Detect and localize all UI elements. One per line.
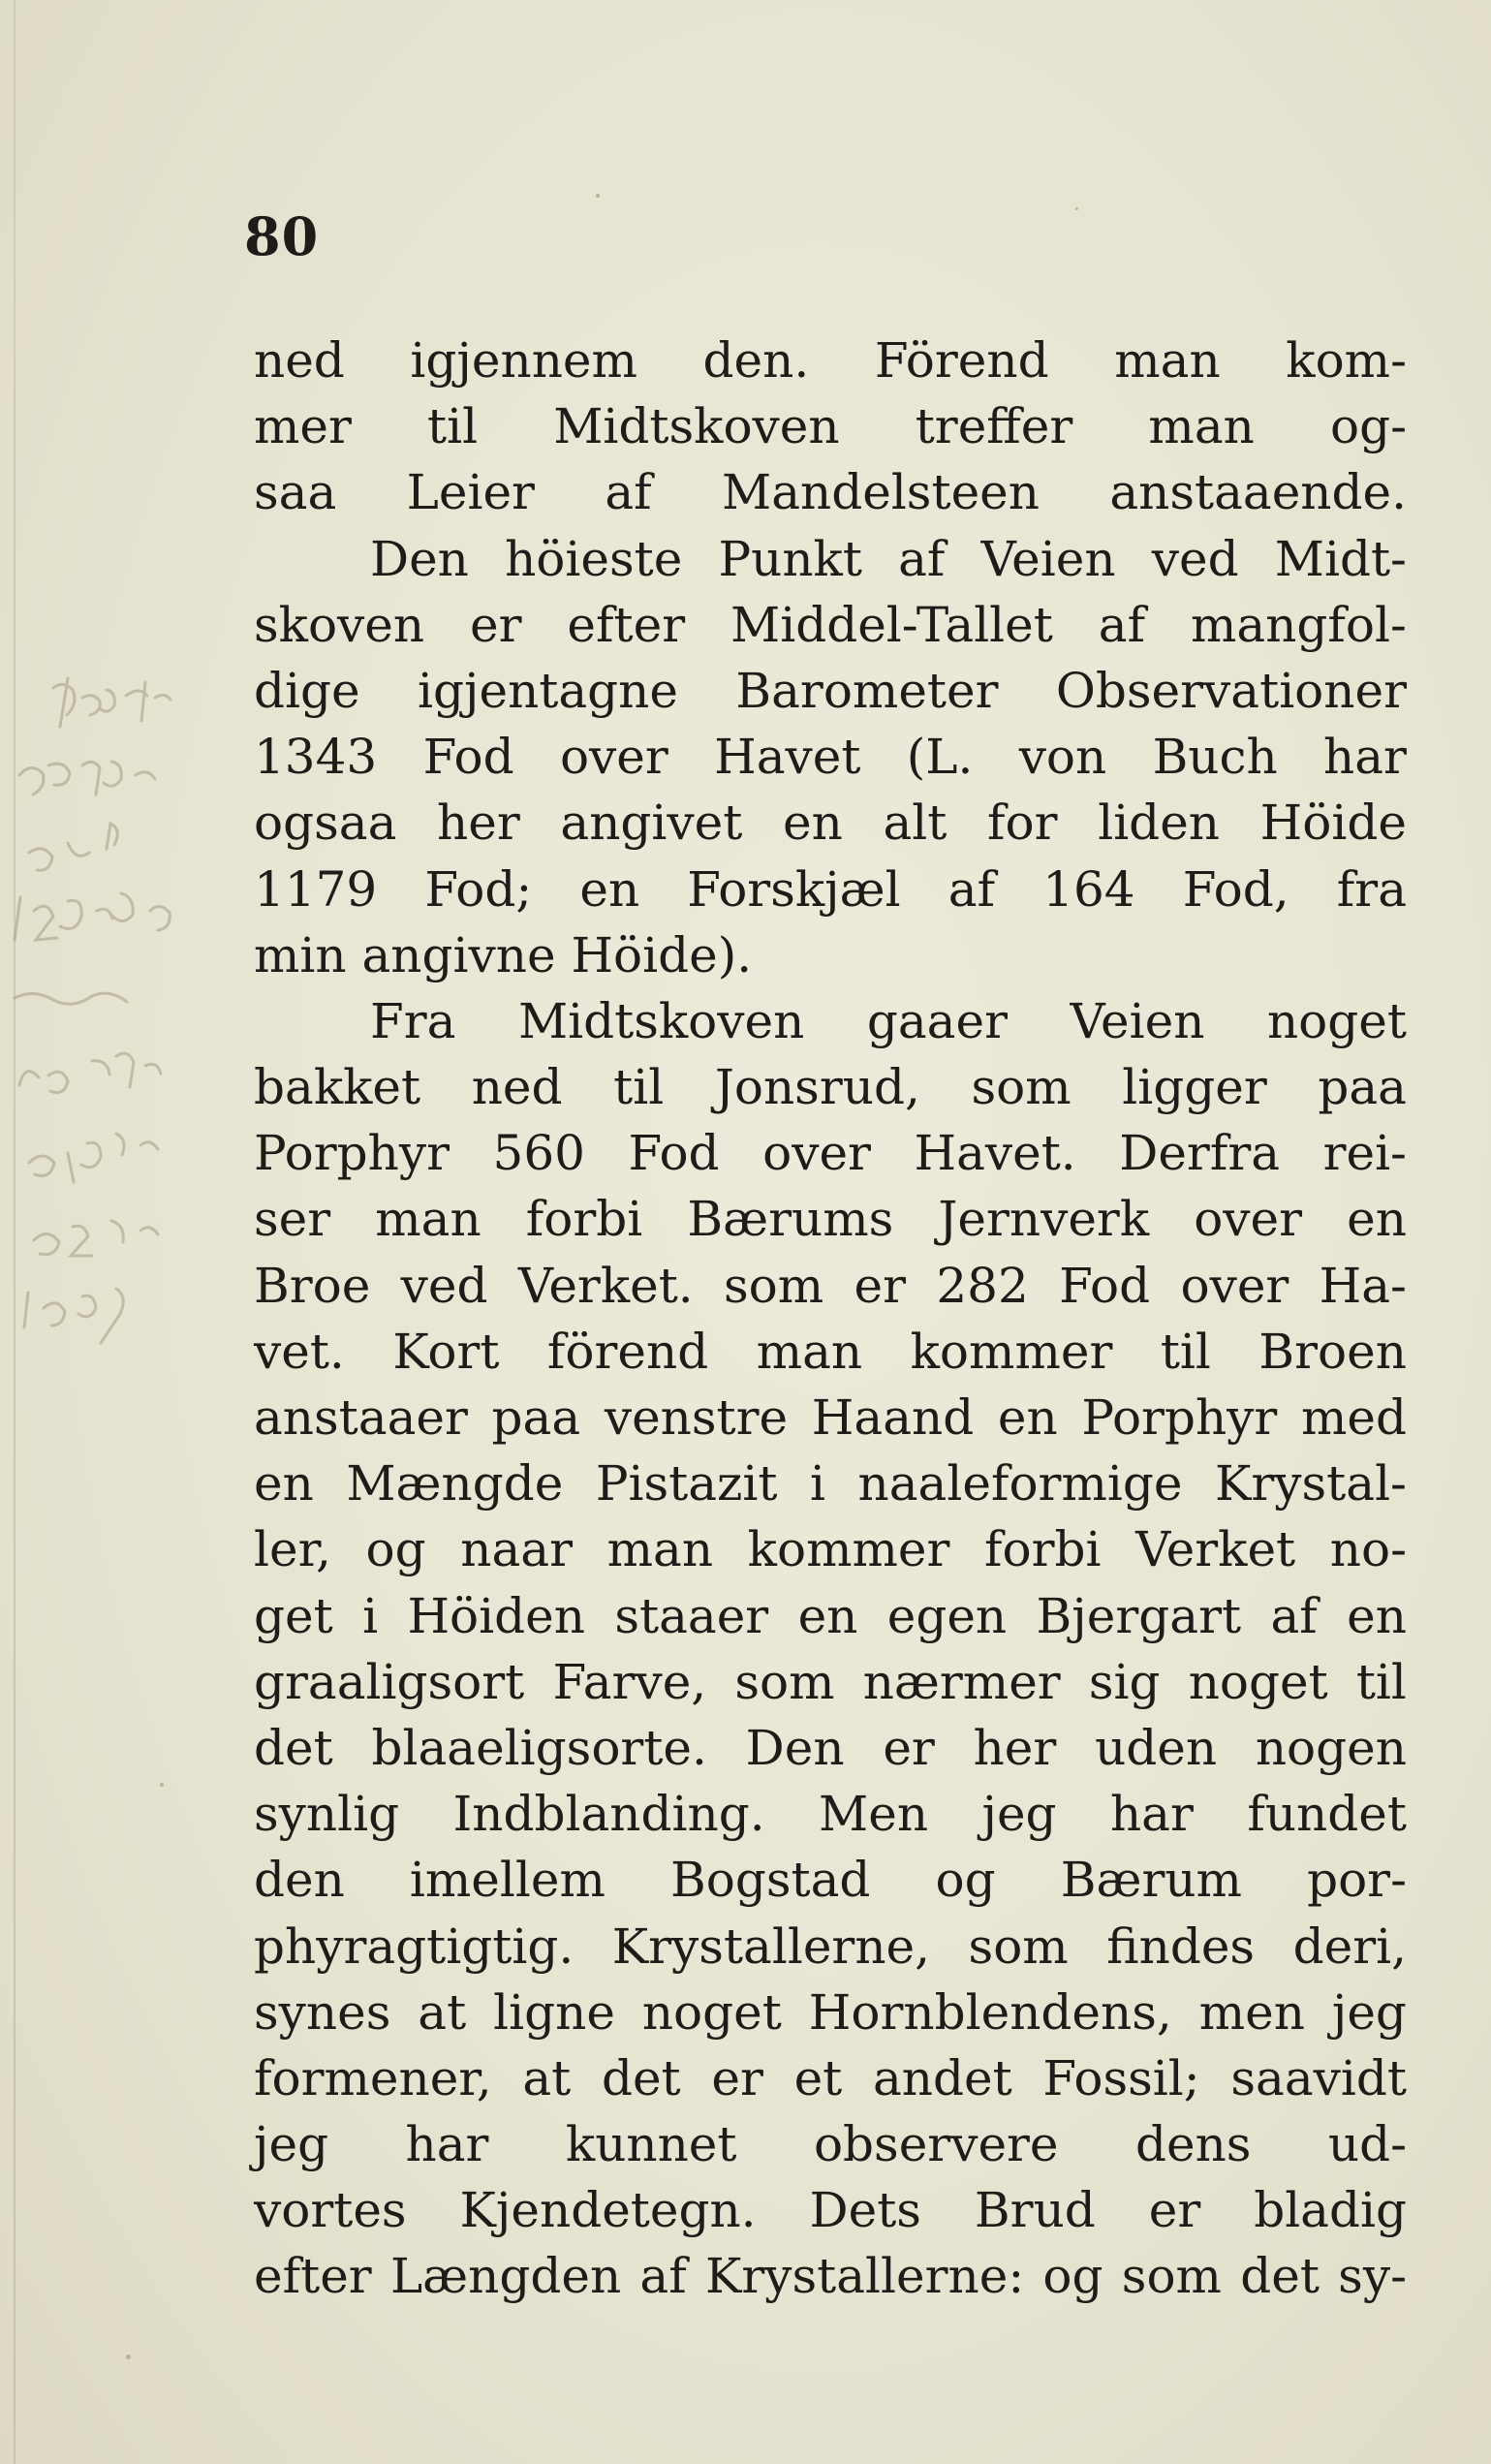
word: (L.	[906, 729, 974, 786]
word: noget	[1188, 1653, 1328, 1710]
word: til	[613, 1059, 665, 1116]
word: til	[1355, 1653, 1407, 1710]
word: fra	[1336, 860, 1407, 918]
word: angivet	[560, 795, 743, 852]
paper-speck	[596, 194, 600, 198]
text-line	[254, 1319, 1407, 1385]
text-line	[254, 526, 1407, 592]
word: liden	[1098, 795, 1220, 852]
word: ved	[400, 1257, 488, 1314]
word: Krystallerne,	[611, 1918, 931, 1975]
word: at	[418, 1983, 467, 2041]
word: er	[1148, 2182, 1201, 2239]
word: förend	[546, 1323, 709, 1380]
word: Bærum	[1060, 1852, 1242, 1909]
word: som	[1121, 2248, 1222, 2305]
word: noget	[641, 1983, 782, 2041]
text-line	[254, 1120, 1407, 1186]
word: Indblanding.	[452, 1786, 765, 1843]
word: Havet.	[914, 1125, 1076, 1182]
word: Men	[819, 1786, 929, 1843]
text-line	[254, 1781, 1407, 1847]
word: man	[606, 1521, 714, 1578]
word: dige	[254, 662, 360, 719]
text-line	[254, 327, 1407, 393]
word: som	[734, 1653, 835, 1710]
word: anstaaende.	[1109, 464, 1407, 521]
word: mer	[254, 398, 352, 455]
word: egen	[886, 1587, 1008, 1644]
word: Förend	[874, 332, 1049, 389]
word: Verket	[1135, 1521, 1296, 1578]
word: ogsaa	[254, 795, 397, 852]
word: Derfra	[1119, 1125, 1281, 1182]
text-line	[254, 857, 1407, 922]
word: af	[898, 530, 946, 587]
word: Broe	[254, 1257, 371, 1314]
word: sig	[1088, 1653, 1161, 1710]
word: synlig	[254, 1786, 400, 1843]
word: over	[1194, 1191, 1303, 1248]
text-line	[254, 1253, 1407, 1319]
word: fundet	[1247, 1786, 1407, 1843]
word: naaleformige	[857, 1455, 1183, 1513]
word: en	[783, 795, 843, 852]
paper-speck	[160, 1783, 164, 1787]
word: men	[1198, 1983, 1305, 2041]
word: Buch	[1152, 729, 1278, 786]
word: Barometer	[735, 662, 999, 719]
word: 1343	[254, 729, 378, 786]
word: Fod	[628, 1125, 720, 1182]
word: til	[1160, 1323, 1211, 1380]
word: i	[362, 1587, 379, 1644]
word: noget	[1266, 992, 1407, 1049]
word: som	[971, 1059, 1072, 1116]
word: Forskjæl	[687, 860, 901, 918]
word: for	[987, 795, 1058, 852]
text-line	[254, 790, 1407, 856]
word: ved	[1151, 530, 1239, 587]
text-line	[254, 1583, 1407, 1649]
word: her	[973, 1719, 1057, 1776]
word: igjentagne	[417, 662, 678, 719]
word: Midtskoven	[553, 398, 840, 455]
word: over	[1180, 1257, 1289, 1314]
word: her	[437, 795, 520, 852]
word: Middel-Tallet	[730, 596, 1053, 653]
word: af	[605, 464, 652, 521]
word: kunnet	[565, 2116, 737, 2173]
word: paa	[1318, 1059, 1407, 1116]
word: formener,	[254, 2049, 492, 2106]
word: Mandelsteen	[722, 464, 1040, 521]
word: sy-	[1338, 2248, 1407, 2305]
word: det	[601, 2049, 681, 2106]
word: Punkt	[718, 530, 862, 587]
word: bladig	[1254, 2182, 1407, 2239]
word: Broen	[1258, 1323, 1407, 1380]
word: Midtskoven	[517, 992, 805, 1049]
word: at	[522, 2049, 572, 2106]
word: har	[1323, 729, 1407, 786]
word: Bjergart	[1036, 1587, 1242, 1644]
word: Farve,	[552, 1653, 707, 1710]
text-line	[254, 1385, 1407, 1450]
text-line	[254, 592, 1407, 658]
word: Fod	[422, 729, 514, 786]
word: og	[935, 1852, 996, 1909]
word: Pistazit	[595, 1455, 778, 1513]
word: Verket.	[517, 1257, 694, 1314]
text-line	[254, 1715, 1407, 1781]
word: phyragtigtig.	[254, 1918, 575, 1975]
word: Höide	[1259, 795, 1407, 852]
text-line	[254, 2243, 1407, 2309]
word: en	[1347, 1191, 1407, 1248]
word: Bærums	[687, 1191, 894, 1248]
word: Ha-	[1319, 1257, 1407, 1314]
word: anstaaer	[254, 1389, 468, 1446]
word: 560	[492, 1125, 585, 1182]
word: Kort	[392, 1323, 500, 1380]
word: og-	[1329, 398, 1407, 455]
word: Længden	[389, 2248, 622, 2305]
word: man	[375, 1191, 481, 1248]
text-line	[254, 2177, 1407, 2243]
word: har	[1109, 1786, 1194, 1843]
word: det	[1240, 2248, 1320, 2305]
body-text	[254, 327, 1407, 2310]
word: ned	[254, 332, 345, 389]
text-line	[254, 2045, 1407, 2111]
word: imellem	[409, 1852, 606, 1909]
word: Den	[370, 530, 469, 587]
word: igjennem	[410, 332, 637, 389]
word: til	[427, 398, 479, 455]
word: blaaeligsorte.	[371, 1719, 707, 1776]
word: har	[405, 2116, 489, 2173]
word: det	[254, 1719, 333, 1776]
word: Fod;	[424, 860, 533, 918]
word: ser	[254, 1191, 331, 1248]
word: por-	[1307, 1852, 1407, 1909]
text-line	[254, 1450, 1407, 1516]
word: Mængde	[346, 1455, 564, 1513]
word: en	[797, 1587, 858, 1644]
word: af	[947, 860, 996, 918]
word: Dets	[809, 2182, 921, 2239]
word: Fod,	[1182, 860, 1289, 918]
word: Observationer	[1055, 662, 1407, 719]
word: 282	[936, 1257, 1029, 1314]
word: efter	[254, 2248, 372, 2305]
text-line	[254, 1980, 1407, 2045]
word: ud-	[1327, 2116, 1407, 2173]
word: get	[254, 1587, 333, 1644]
word: af	[639, 2248, 687, 2305]
word: deri,	[1292, 1918, 1407, 1975]
word: gaaer	[866, 992, 1008, 1049]
word: kommer	[747, 1521, 950, 1578]
word: Kjendetegn.	[459, 2182, 757, 2239]
text-line	[254, 459, 1407, 525]
word: 164	[1042, 860, 1135, 918]
word: ler,	[254, 1521, 331, 1578]
word: og	[365, 1521, 426, 1578]
word: observere	[813, 2116, 1059, 2173]
word: Fod	[1059, 1257, 1151, 1314]
word: Jonsrud,	[714, 1059, 920, 1116]
word: over	[559, 729, 668, 786]
text-line	[254, 988, 1407, 1054]
paper-speck	[126, 2355, 131, 2359]
word: venstre	[604, 1389, 789, 1446]
word: kom-	[1286, 332, 1407, 389]
word: er	[854, 1257, 907, 1314]
word: saavidt	[1230, 2049, 1407, 2106]
word: Bogstad	[669, 1852, 871, 1909]
word: vet.	[254, 1323, 345, 1380]
word: no-	[1329, 1521, 1407, 1578]
word: en	[579, 860, 640, 918]
word: ligger	[1122, 1059, 1267, 1116]
word: alt	[883, 795, 947, 852]
word: uden	[1095, 1719, 1218, 1776]
word: som	[724, 1257, 824, 1314]
word: synes	[254, 1983, 391, 2041]
word: forbi	[984, 1521, 1102, 1578]
word: Hornblendens,	[808, 1983, 1172, 2041]
word: Jernverk	[938, 1191, 1150, 1248]
word: Krystal-	[1215, 1455, 1407, 1513]
word: höieste	[505, 530, 683, 587]
word: treffer	[915, 398, 1073, 455]
text-line	[254, 1516, 1407, 1582]
word: jeg	[254, 2116, 329, 2173]
word: findes	[1106, 1918, 1256, 1975]
word: Veien	[1070, 992, 1205, 1049]
word: andet	[873, 2049, 1012, 2106]
paper-speck	[1075, 207, 1078, 210]
word: forbi	[525, 1191, 643, 1248]
faded-pencil-annotation	[0, 669, 223, 1424]
word: nogen	[1255, 1719, 1407, 1776]
word: en	[1347, 1587, 1407, 1644]
word: er	[883, 1719, 935, 1776]
word: Veien	[980, 530, 1116, 587]
word: Krystallerne:	[704, 2248, 1025, 2305]
word: staaer	[614, 1587, 769, 1644]
word: en	[254, 1455, 314, 1513]
word: Höiden	[407, 1587, 585, 1644]
text-line	[254, 1914, 1407, 1980]
word: over	[762, 1125, 871, 1182]
text-line	[254, 2111, 1407, 2177]
word: efter	[567, 596, 686, 653]
text-line	[254, 1186, 1407, 1252]
word: vortes	[254, 2182, 407, 2239]
word: von	[1018, 729, 1107, 786]
word: ned	[471, 1059, 563, 1116]
word: rei-	[1322, 1125, 1407, 1182]
word: dens	[1134, 2116, 1252, 2173]
word: en	[997, 1389, 1058, 1446]
word: den	[254, 1852, 345, 1909]
word: 1179	[254, 860, 378, 918]
word: Havet	[714, 729, 861, 786]
handwritten-margin-notes	[0, 669, 223, 1424]
word: man	[756, 1323, 863, 1380]
word: af	[1270, 1587, 1318, 1644]
word: saa	[254, 464, 337, 521]
text-line: min angivne Höide).	[254, 926, 753, 983]
word: Brud	[974, 2182, 1096, 2239]
text-line	[254, 1847, 1407, 1913]
word: paa	[491, 1389, 581, 1446]
word: ligne	[493, 1983, 615, 2041]
word: er	[711, 2049, 763, 2106]
word: Leier	[406, 464, 535, 521]
text-line	[254, 658, 1407, 724]
word: nærmer	[862, 1653, 1061, 1710]
word: Porphyr	[254, 1125, 450, 1182]
word: jeg	[1331, 1983, 1407, 2041]
word: Midt-	[1274, 530, 1407, 587]
word: man	[1148, 398, 1255, 455]
word: kommer	[910, 1323, 1113, 1380]
word: mangfol-	[1191, 596, 1407, 653]
word: jeg	[981, 1786, 1057, 1843]
text-line	[254, 1649, 1407, 1715]
word: et	[793, 2049, 843, 2106]
word: i	[810, 1455, 826, 1513]
word: med	[1300, 1389, 1407, 1446]
word: naar	[460, 1521, 573, 1578]
word: og	[1042, 2248, 1103, 2305]
word: skoven	[254, 596, 425, 653]
page-number: 80	[244, 205, 320, 267]
word: Haand	[811, 1389, 975, 1446]
word: bakket	[254, 1059, 421, 1116]
text-line	[254, 1054, 1407, 1120]
word: man	[1114, 332, 1221, 389]
word: den.	[702, 332, 810, 389]
word: Den	[745, 1719, 845, 1776]
text-line	[254, 393, 1407, 459]
word: Porphyr	[1081, 1389, 1278, 1446]
word: af	[1098, 596, 1146, 653]
word: Fra	[370, 992, 456, 1049]
word: Fossil;	[1042, 2049, 1200, 2106]
word: graaligsort	[254, 1653, 525, 1710]
text-line	[254, 724, 1407, 790]
word: som	[968, 1918, 1069, 1975]
word: er	[470, 596, 522, 653]
